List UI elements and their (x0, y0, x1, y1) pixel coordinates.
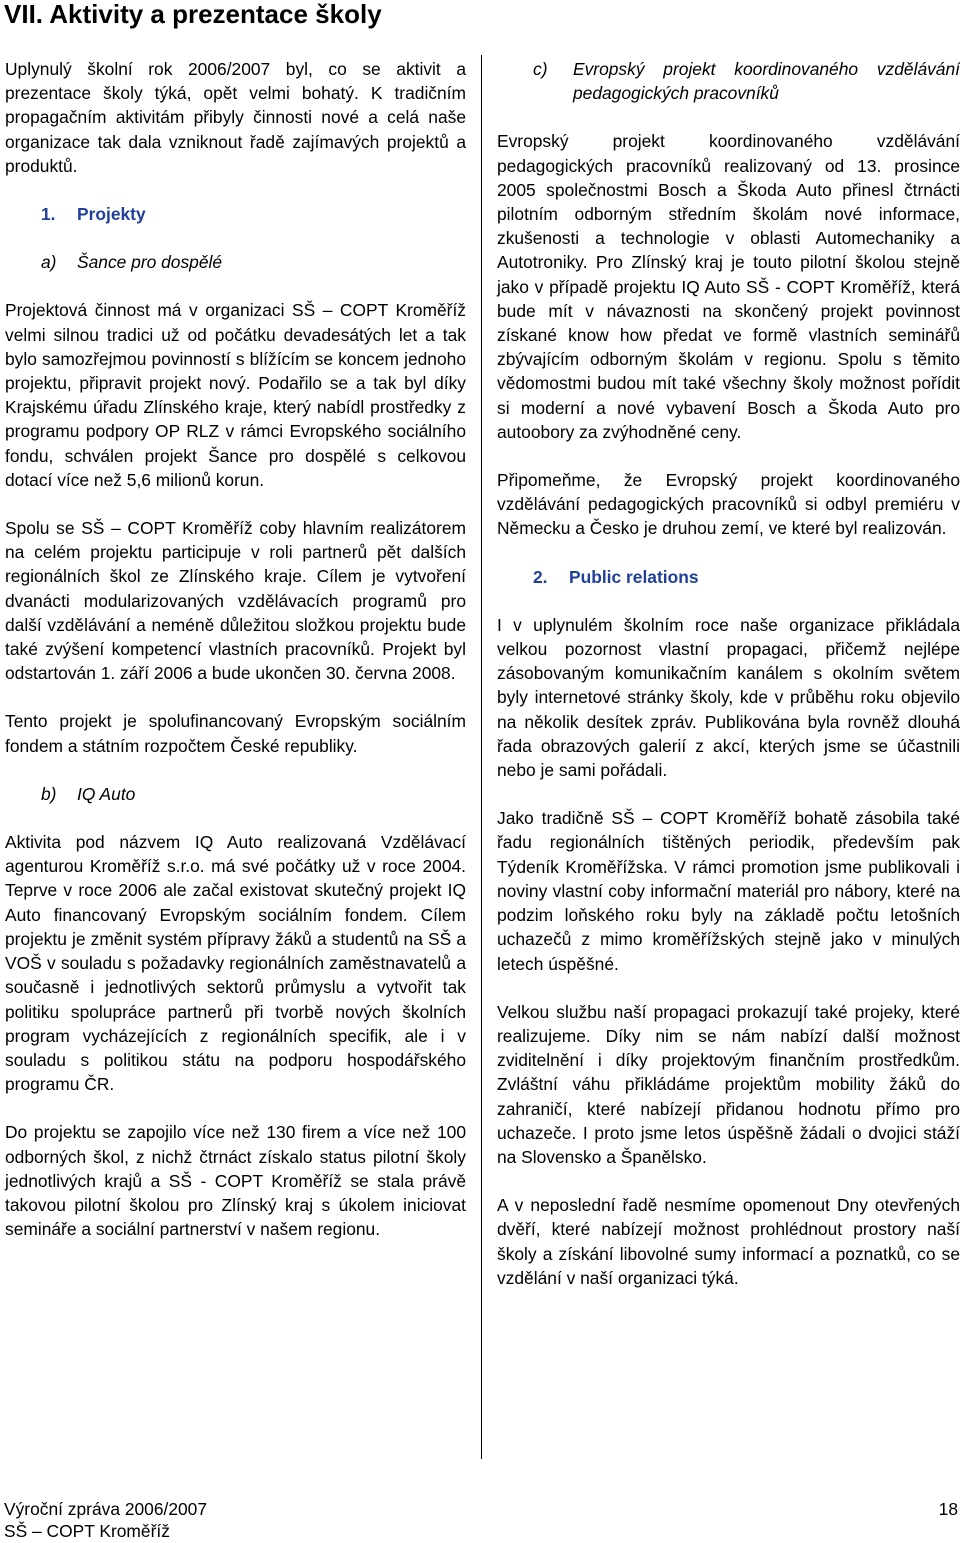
section-number: 2. (533, 566, 548, 587)
paragraph: I v uplynulém školním roce naše organizace přikládala velkou pozornost vlastní propagaci, přičemž nejlépe zásobovaným komunikačním kanálem s okolním světem byly internetové stránky školy, kde v průběhu roku objevilo na několik desítek zpráv. Publikována byla rovněž dlouhá řada obrazových galerií z akcí, kterých jsme se účastnili nebo je sami pořádali. (497, 614, 960, 781)
section-heading-public-relations (497, 565, 960, 589)
paragraph: A v neposlední řadě nesmíme opomenout Dny otevřených dvěří, které nabízejí možnost prohlédnout prostory naší školy a získání libovolné sumy informací a poznatků, co se vzdělání v naší organizaci týká. (497, 1195, 960, 1288)
section-number: 1. (41, 204, 56, 225)
subheading-iq-auto (5, 782, 466, 806)
subheading-sance-pro-dospele (5, 250, 466, 274)
section-title: Public relations (569, 566, 699, 587)
paragraph: Jako tradičně SŠ – COPT Kroměříž bohatě zásobila také řadu regionálních tištěných periodik, především pak Týdeník Kroměřížska. V rámci promotion jsme publikovali i noviny vlastní coby informační materiál pro nábory, které na podzim loňského roku byly na základě počtu letošních uchazečů z mimo kroměřížských stejně jako v minulých letech úspěšné. (497, 808, 960, 974)
paragraph: Aktivita pod názvem IQ Auto realizovaná Vzdělávací agenturou Kroměříž s.r.o. má své počátky už v roce 2004. Teprve v roce 2006 ale začal existovat skutečný projekt IQ Auto financovaný Evropským sociálním fondem. Cílem projektu je změnit systém přípravy žáků a studentů na SŠ a VOŠ v souladu s požadavky regionálních zaměstnavatelů a současně i jednotlivých sektorů průmyslu a vytvořit tak politiku spolupráce partnerů při tvorbě nových školních program vycházejících z regionálních specifik, ale i v souladu s politikou státu na podporu hospodářského programu ČR. (5, 832, 466, 1095)
subheading-title: IQ Auto (77, 783, 136, 804)
subheading-letter: a) (41, 252, 57, 273)
column-divider (481, 55, 482, 1459)
subheading-title: Šance pro dospělé (77, 252, 223, 273)
right-column (497, 57, 960, 1314)
page-number: 18 (938, 1499, 958, 1519)
section-title: Projekty (77, 204, 146, 225)
left-column (5, 57, 466, 1265)
footer-school-name: SŠ – COPT Kroměříž (4, 1521, 170, 1541)
paragraph: Připomeňme, že Evropský projekt koordinovaného vzdělávání pedagogických pracovníků si odbyl premiéru v Německu a Česko je druhou zemí, ve které byl realizován. (497, 470, 960, 539)
paragraph: Velkou službu naší propagaci prokazují také projeky, které realizujeme. Díky nim se nám nabízí další možnost zviditelnění i díky projektovým finančním prostředkům. Zvláštní váhu přikládáme projektům mobility žáků do zahraničí, které nabízejí přidanou hodnotu přímo pro uchazeče. I proto jsme letos úspěšně žádali o dvojici stáží na Slovensko a Španělsko. (497, 1001, 960, 1167)
paragraph: Do projektu se zapojilo více než 130 firem a více než 100 odborných škol, z nichž čtrnáct získalo status pilotní školy jednotlivých krajů a SŠ - COPT Kroměříž se stala právě takovou pilotní školou pro Zlínský kraj s úkolem iniciovat semináře a sociální partnerství v našem regionu. (5, 1122, 466, 1240)
paragraph: Evropský projekt koordinovaného vzdělávání pedagogických pracovníků realizovaný od 13. prosince 2005 společnostmi Bosch a Škoda Auto přinesl čtrnácti pilotním odborným středním školám nové informace, zkušenosti a technologie v oblasti Automechaniky a Autotroniky. Pro Zlínský kraj je touto pilotní školou stejně jako v případě projektu IQ Auto SŠ - COPT Kroměříž, která bude mít v návaznosti na skončený projekt povinnost získané know how předat ve formě vlastních seminářů zbývajícím odborným školám v regionu. Spolu s těmito vědomostmi budou mít také všechny školy možnost pořídit si moderní a nové vybavení Bosch a Škoda Auto pro autoobory za zvýhodněné ceny. (497, 131, 960, 442)
chapter-title: VII. Aktivity a prezentace školy (4, 0, 382, 29)
subheading-letter: b) (41, 783, 57, 804)
footer-left (4, 1498, 207, 1542)
subheading-letter: c) (533, 59, 548, 79)
footer-report-title: Výroční zpráva 2006/2007 (4, 1499, 208, 1519)
paragraph: Projektová činnost má v organizaci SŠ – COPT Kroměříž velmi silnou tradici už od počátku devadesátých let a tak bylo samozřejmou povinností s blížícím se koncem jednoho projektu, připravit projekt nový. Podařilo se a tak byl díky Krajskému úřadu Zlínského kraje, který nabídl prostředky z programu podpory OP RLZ v rámci Evropského sociálního fondu, schválen projekt Šance pro dospělé s celkovou dotací více než 5,6 milionů korun. (5, 300, 466, 490)
intro-paragraph: Uplynulý školní rok 2006/2007 byl, co se aktivit a prezentace školy týká, opět velmi bohatý. K tradičním propagačním aktivitám přibyly činnosti nové a celá naše organizace tak dala vzniknout řadě zajímavých projektů a produktů. (5, 59, 466, 176)
section-heading-projects (5, 202, 466, 226)
subheading-evropsky-projekt (497, 57, 960, 105)
paragraph: Spolu se SŠ – COPT Kroměříž coby hlavním realizátorem na celém projektu participuje v roli partnerů pět dalších regionálních škol ze Zlínského kraje. Cílem je vytvoření dvanácti modularizovaných vzdělávacích programů pro další vzdělávání a neméně důležitou složkou projektu bude také zvýšení kompetencí vlastních pracovníků. Projekt byl odstartován 1. září 2006 a bude ukončen 30. června 2008. (5, 518, 466, 684)
subheading-title: Evropský projekt koordinovaného vzdělávání pedagogických pracovníků (573, 59, 960, 104)
paragraph: Tento projekt je spolufinancovaný Evropským sociálním fondem a státním rozpočtem České republiky. (5, 711, 466, 756)
